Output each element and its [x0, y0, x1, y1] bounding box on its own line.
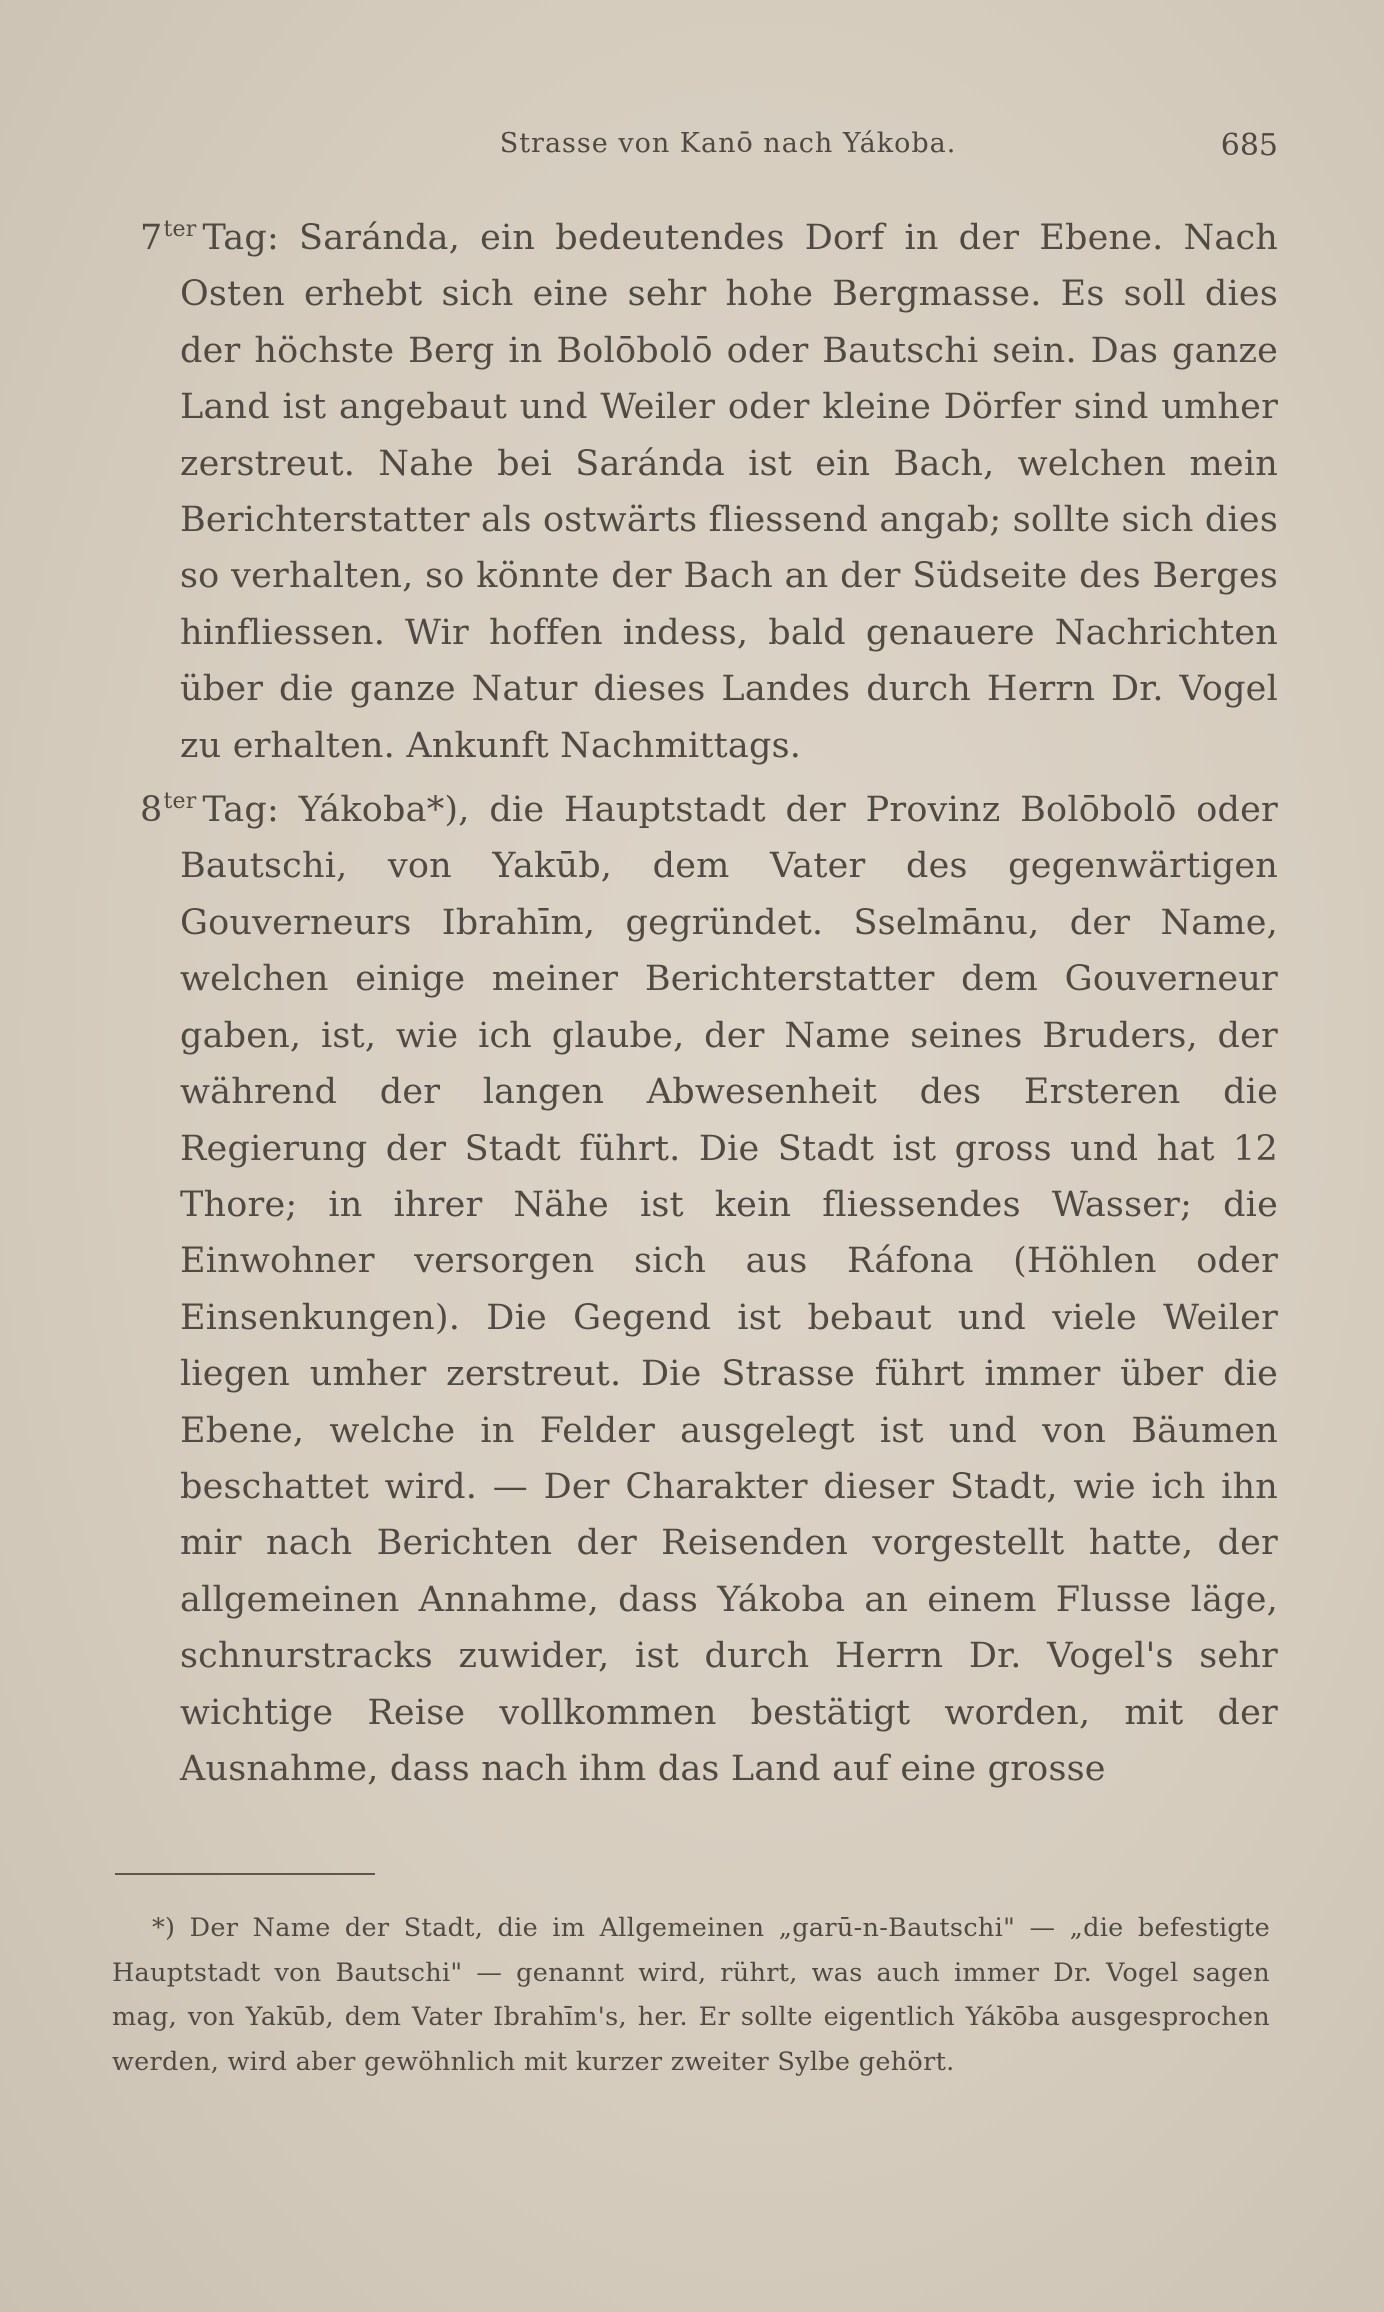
running-header	[178, 128, 1278, 168]
day-ordinal: ter	[163, 789, 197, 815]
day-ordinal: ter	[163, 217, 197, 242]
day-label	[140, 218, 202, 258]
day-label	[140, 790, 202, 830]
day-number: 8	[140, 790, 163, 831]
day-entry-8	[140, 774, 1278, 1797]
footnote-divider	[115, 1873, 375, 1875]
day-entry-7	[140, 202, 1278, 774]
running-title: Strasse von Kanō nach Yákoba.	[499, 128, 957, 159]
page-number: 685	[1220, 128, 1278, 163]
day-number: 7	[140, 218, 163, 258]
footnote: *) Der Name der Stadt, die im Allgemeinen „garū-n-Bautschi" — „die befestigte Hauptstadt von Bautschi" — genannt wird, rührt, was auch immer Dr. Vogel sagen mag, von Yakūb, dem Vater Ibrahīm's, her. Er sollte eigentlich Yákōba ausgesprochen werden, wird aber gewöhnlich mit kurzer zweiter Sylbe gehört.	[112, 1913, 1270, 2077]
main-text	[140, 202, 1278, 1797]
entry-text: Tag: Saránda, ein bedeutendes Dorf in der Ebene. Nach Osten erhebt sich eine sehr hohe Bergmasse. Es soll dies der höchste Berg in Bolōbolō oder Bautschi sein. Das ganze Land ist angebaut und Weiler oder kleine Dörfer sind umher zerstreut. Nahe bei Saránda ist ein Bach, welchen mein Berichterstatter als ostwärts fliessend angab; sollte sich dies so verhalten, so könnte der Bach an der Südseite des Berges hinfliessen. Wir hoffen indess, bald genauere Nachrichten über die ganze Natur dieses Landes durch Herrn Dr. Vogel zu erhalten. Ankunft Nachmittags.	[180, 218, 1278, 766]
entry-text: Tag: Yákoba*), die Hauptstadt der Provinz Bolōbolō oder Bautschi, von Yakūb, dem Vater des gegenwärtigen Gouverneurs Ibrahīm, gegründet. Sselmānu, der Name, welchen einige meiner Berichterstatter dem Gouverneur gaben, ist, wie ich glaube, der Name seines Bruders, der während der langen Abwesenheit des Ersteren die Regierung der Stadt führt. Die Stadt ist gross und hat 12 Thore; in ihrer Nähe ist kein fliessendes Wasser; die Einwohner versorgen sich aus Ráfona (Höhlen oder Einsenkungen). Die Gegend ist bebaut und viele Weiler liegen umher zerstreut. Die Strasse führt immer über die Ebene, welche in Felder ausgelegt ist und von Bäumen beschattet wird. — Der Charakter dieser Stadt, wie ich ihn mir nach Berichten der Reisenden vorgestellt hatte, der allgemeinen Annahme, dass Yákoba an einem Flusse läge, schnurstracks zuwider, ist durch Herrn Dr. Vogel's sehr wichtige Reise vollkommen bestätigt worden, mit der Ausnahme, dass nach ihm das Land auf eine grosse	[180, 790, 1278, 1789]
